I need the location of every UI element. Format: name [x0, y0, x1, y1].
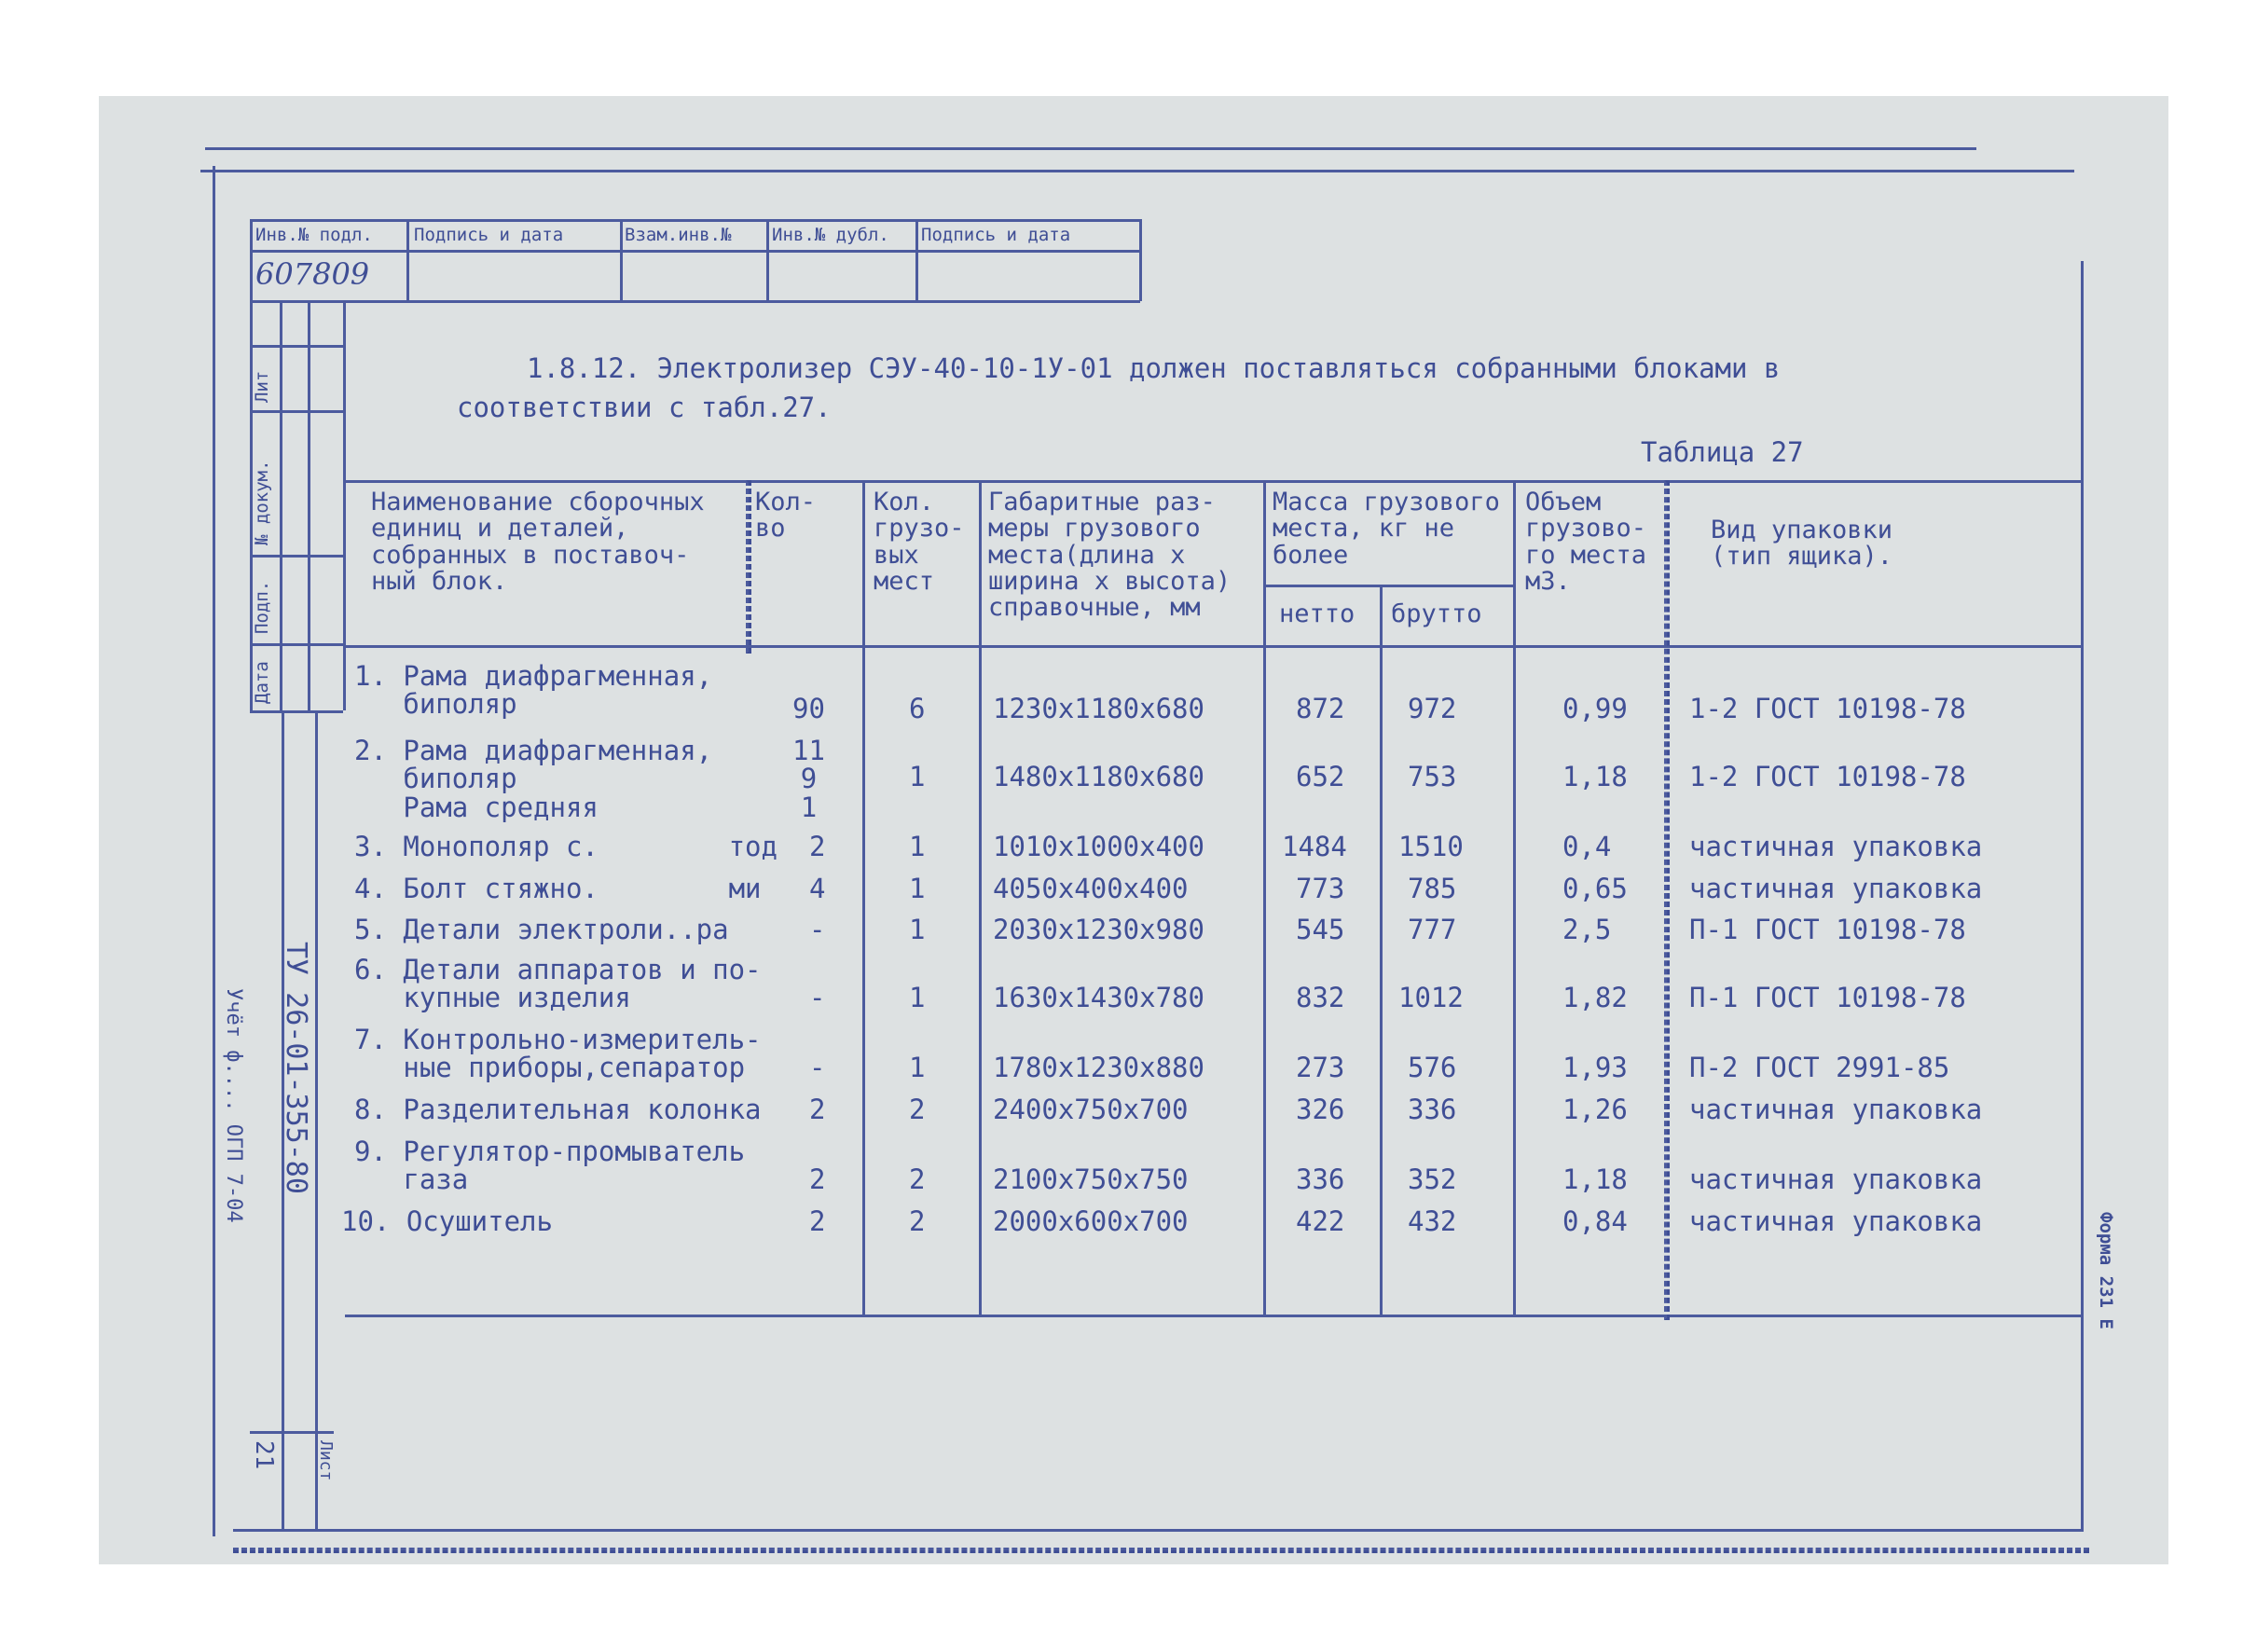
stamp-inv-number: 607809 [255, 256, 370, 292]
cell-places: 1 [909, 761, 926, 792]
cell-pack: 1-2 ГОСТ 10198-78 [1689, 761, 1966, 792]
stamp-col-1 [406, 219, 409, 301]
cell-pack: частичная упаковка [1689, 873, 1983, 904]
side-label-sign: Подп. [252, 580, 272, 634]
cell-name: 10. Осушитель [341, 1205, 553, 1237]
cell-places: 1 [909, 873, 926, 904]
cell-pack: частичная упаковка [1689, 1094, 1983, 1125]
cell-pack: П-2 ГОСТ 2991-85 [1689, 1052, 1950, 1083]
cell-dims: 2030х1230х980 [993, 914, 1204, 945]
col-line-gross [1380, 585, 1383, 1315]
cell-pack: частичная упаковка [1689, 1205, 1983, 1237]
cell-name: 3. Монополяр с. тод [354, 831, 778, 862]
cell-dims: 4050х400х400 [993, 873, 1189, 904]
cell-pack: 1-2 ГОСТ 10198-78 [1689, 693, 1966, 724]
intro-line-2: соответствии с табл.27. [457, 392, 832, 423]
header-gross: брутто [1391, 599, 1482, 628]
header-mass: Масса грузового места, кг не более [1273, 488, 1500, 570]
header-volume: Объем грузово- го места м3. [1525, 488, 1647, 597]
cell-gross: 972 [1408, 693, 1457, 724]
cell-places: 2 [909, 1163, 926, 1195]
cell-dims: 1780х1230х880 [993, 1052, 1204, 1083]
right-edge-note: Форма 231 Е [2096, 1212, 2116, 1329]
footer-note: Учёт ф.... ОГП 7-04 [222, 988, 245, 1223]
cell-net: 773 [1296, 873, 1345, 904]
frame-right-line [2081, 261, 2084, 1529]
cell-name: 2. Рама диафрагменная, биполяр Рама средняя [354, 735, 713, 823]
cell-qty: 2 [809, 831, 826, 862]
cell-places: 2 [909, 1205, 926, 1237]
header-pack: Вид упаковки (тип ящика). [1711, 516, 1893, 571]
stamp-mid-line [250, 250, 1140, 253]
cell-net: 273 [1296, 1052, 1345, 1083]
cell-gross: 1012 [1398, 982, 1464, 1013]
cell-pack: П-1 ГОСТ 10198-78 [1689, 982, 1966, 1013]
cell-dims: 1230х1180х680 [993, 693, 1204, 724]
frame-top-line-upper [200, 170, 2074, 172]
header-name: Наименование сборочных единиц и деталей, собранных в поставоч- ный блок. [371, 488, 705, 597]
table-top-line [345, 480, 2081, 483]
cell-places: 1 [909, 914, 926, 945]
cell-qty: 2 [809, 1094, 826, 1125]
stamp-header-dup-inv: Инв.№ дубл. [772, 225, 889, 245]
cell-volume: 0,4 [1562, 831, 1612, 862]
cell-qty: - [809, 982, 826, 1013]
cell-places: 1 [909, 1052, 926, 1083]
doc-code: ТУ 26-01-355-80 [280, 942, 312, 1194]
cell-volume: 0,65 [1562, 873, 1628, 904]
side-strip-row-6 [250, 1431, 334, 1434]
stamp-header-inv: Инв.№ подл. [255, 225, 373, 245]
cell-pack: П-1 ГОСТ 10198-78 [1689, 914, 1966, 945]
cell-gross: 336 [1408, 1094, 1457, 1125]
cell-name: 4. Болт стяжно. ми [354, 873, 762, 904]
cell-dims: 2000х600х700 [993, 1205, 1189, 1237]
cell-name: 6. Детали аппаратов и по- купные изделия [354, 954, 762, 1014]
cell-volume: 1,18 [1562, 761, 1628, 792]
sheet-label: Лист [316, 1440, 336, 1481]
side-label-doc-no: № докум. [252, 460, 272, 545]
cell-gross: 576 [1408, 1052, 1457, 1083]
cell-qty: 4 [809, 873, 826, 904]
col-line-qty [746, 480, 751, 654]
header-places: Кол. грузо- вых мест [874, 488, 965, 597]
header-net: нетто [1279, 599, 1356, 628]
stamp-header-sign-date-2: Подпись и дата [921, 225, 1071, 245]
side-strip-row-4 [250, 643, 343, 646]
side-strip-row-1 [250, 345, 343, 348]
cell-dims: 2400х750х700 [993, 1094, 1189, 1125]
cell-qty: 11 9 1 [792, 735, 825, 823]
cell-volume: 0,84 [1562, 1205, 1628, 1237]
header-dims: Габаритные раз- меры грузового места(длина х ширина х высота) справочные, мм [988, 488, 1232, 623]
side-strip-row-2 [250, 410, 343, 413]
cell-qty: 2 [809, 1163, 826, 1195]
cell-gross: 1510 [1398, 831, 1464, 862]
frame-left-line [213, 166, 215, 1536]
cell-name: 7. Контрольно-измеритель- ные приборы,сепаратор [354, 1024, 762, 1084]
cell-net: 545 [1296, 914, 1345, 945]
header-qty: Кол- во [755, 488, 817, 544]
cell-qty: - [809, 1052, 826, 1083]
frame-bottom-line [233, 1529, 2084, 1532]
cell-volume: 0,99 [1562, 693, 1628, 724]
cell-dims: 1630х1430х780 [993, 982, 1204, 1013]
col-line-places [862, 480, 865, 1315]
side-strip-line-2 [308, 300, 310, 710]
side-label-date: Дата [252, 661, 272, 704]
cell-gross: 432 [1408, 1205, 1457, 1237]
cell-net: 832 [1296, 982, 1345, 1013]
stamp-col-4 [915, 219, 918, 301]
mass-split-line [1263, 585, 1515, 587]
stamp-header-replace-inv: Взам.инв.№ [625, 225, 732, 245]
frame-top-line [205, 147, 1976, 150]
cell-gross: 777 [1408, 914, 1457, 945]
table-caption: Таблица 27 [1641, 436, 1804, 468]
col-line-dims [979, 480, 982, 1315]
stamp-col-5 [1139, 219, 1142, 301]
cell-gross: 785 [1408, 873, 1457, 904]
cell-net: 652 [1296, 761, 1345, 792]
cell-net: 422 [1296, 1205, 1345, 1237]
stamp-col-3 [766, 219, 769, 301]
stamp-header-sign-date: Подпись и дата [414, 225, 564, 245]
col-line-pack [1664, 480, 1670, 1320]
side-strip-row-5 [250, 710, 343, 713]
side-strip-line-3 [343, 300, 346, 710]
cell-qty: - [809, 914, 826, 945]
stamp-bottom-line [250, 300, 1140, 303]
cell-volume: 1,26 [1562, 1094, 1628, 1125]
cell-qty: 2 [809, 1205, 826, 1237]
cell-places: 1 [909, 982, 926, 1013]
cell-net: 1484 [1282, 831, 1347, 862]
cell-places: 6 [909, 693, 926, 724]
cell-volume: 1,82 [1562, 982, 1628, 1013]
sheet-number: 21 [250, 1440, 278, 1470]
cell-net: 326 [1296, 1094, 1345, 1125]
table-bottom-line [345, 1315, 2081, 1317]
cell-name: 8. Разделительная колонка [354, 1094, 762, 1125]
cell-dims: 2100х750х750 [993, 1163, 1189, 1195]
side-strip-row-3 [250, 555, 343, 558]
side-strip-line-5 [315, 710, 318, 1531]
col-line-net [1263, 480, 1266, 1315]
cell-name: 1. Рама диафрагменная, биполяр [354, 660, 713, 721]
cell-volume: 1,18 [1562, 1163, 1628, 1195]
col-line-volume [1513, 480, 1516, 1315]
cell-pack: частичная упаковка [1689, 1163, 1983, 1195]
cell-places: 1 [909, 831, 926, 862]
table-header-bottom-line [345, 645, 2081, 648]
stamp-col-2 [620, 219, 623, 301]
cell-volume: 1,93 [1562, 1052, 1628, 1083]
cell-volume: 2,5 [1562, 914, 1612, 945]
side-label-lit: Лит [252, 370, 272, 403]
cell-dims: 1480х1180х680 [993, 761, 1204, 792]
cell-pack: частичная упаковка [1689, 831, 1983, 862]
frame-bottom-line-lower [233, 1548, 2089, 1553]
cell-gross: 352 [1408, 1163, 1457, 1195]
intro-line-1: 1.8.12. Электролизер СЭУ-40-10-1У-01 должен поставляться собранными блоками в [527, 352, 1781, 384]
cell-net: 872 [1296, 693, 1345, 724]
cell-name: 5. Детали электроли..ра [354, 914, 729, 945]
cell-name: 9. Регулятор-промыватель газа [354, 1136, 746, 1196]
side-strip-line-1 [280, 300, 282, 710]
cell-places: 2 [909, 1094, 926, 1125]
cell-qty: 90 [792, 693, 825, 724]
cell-dims: 1010х1000х400 [993, 831, 1204, 862]
cell-net: 336 [1296, 1163, 1345, 1195]
cell-gross: 753 [1408, 761, 1457, 792]
stamp-top-line [250, 219, 1140, 222]
